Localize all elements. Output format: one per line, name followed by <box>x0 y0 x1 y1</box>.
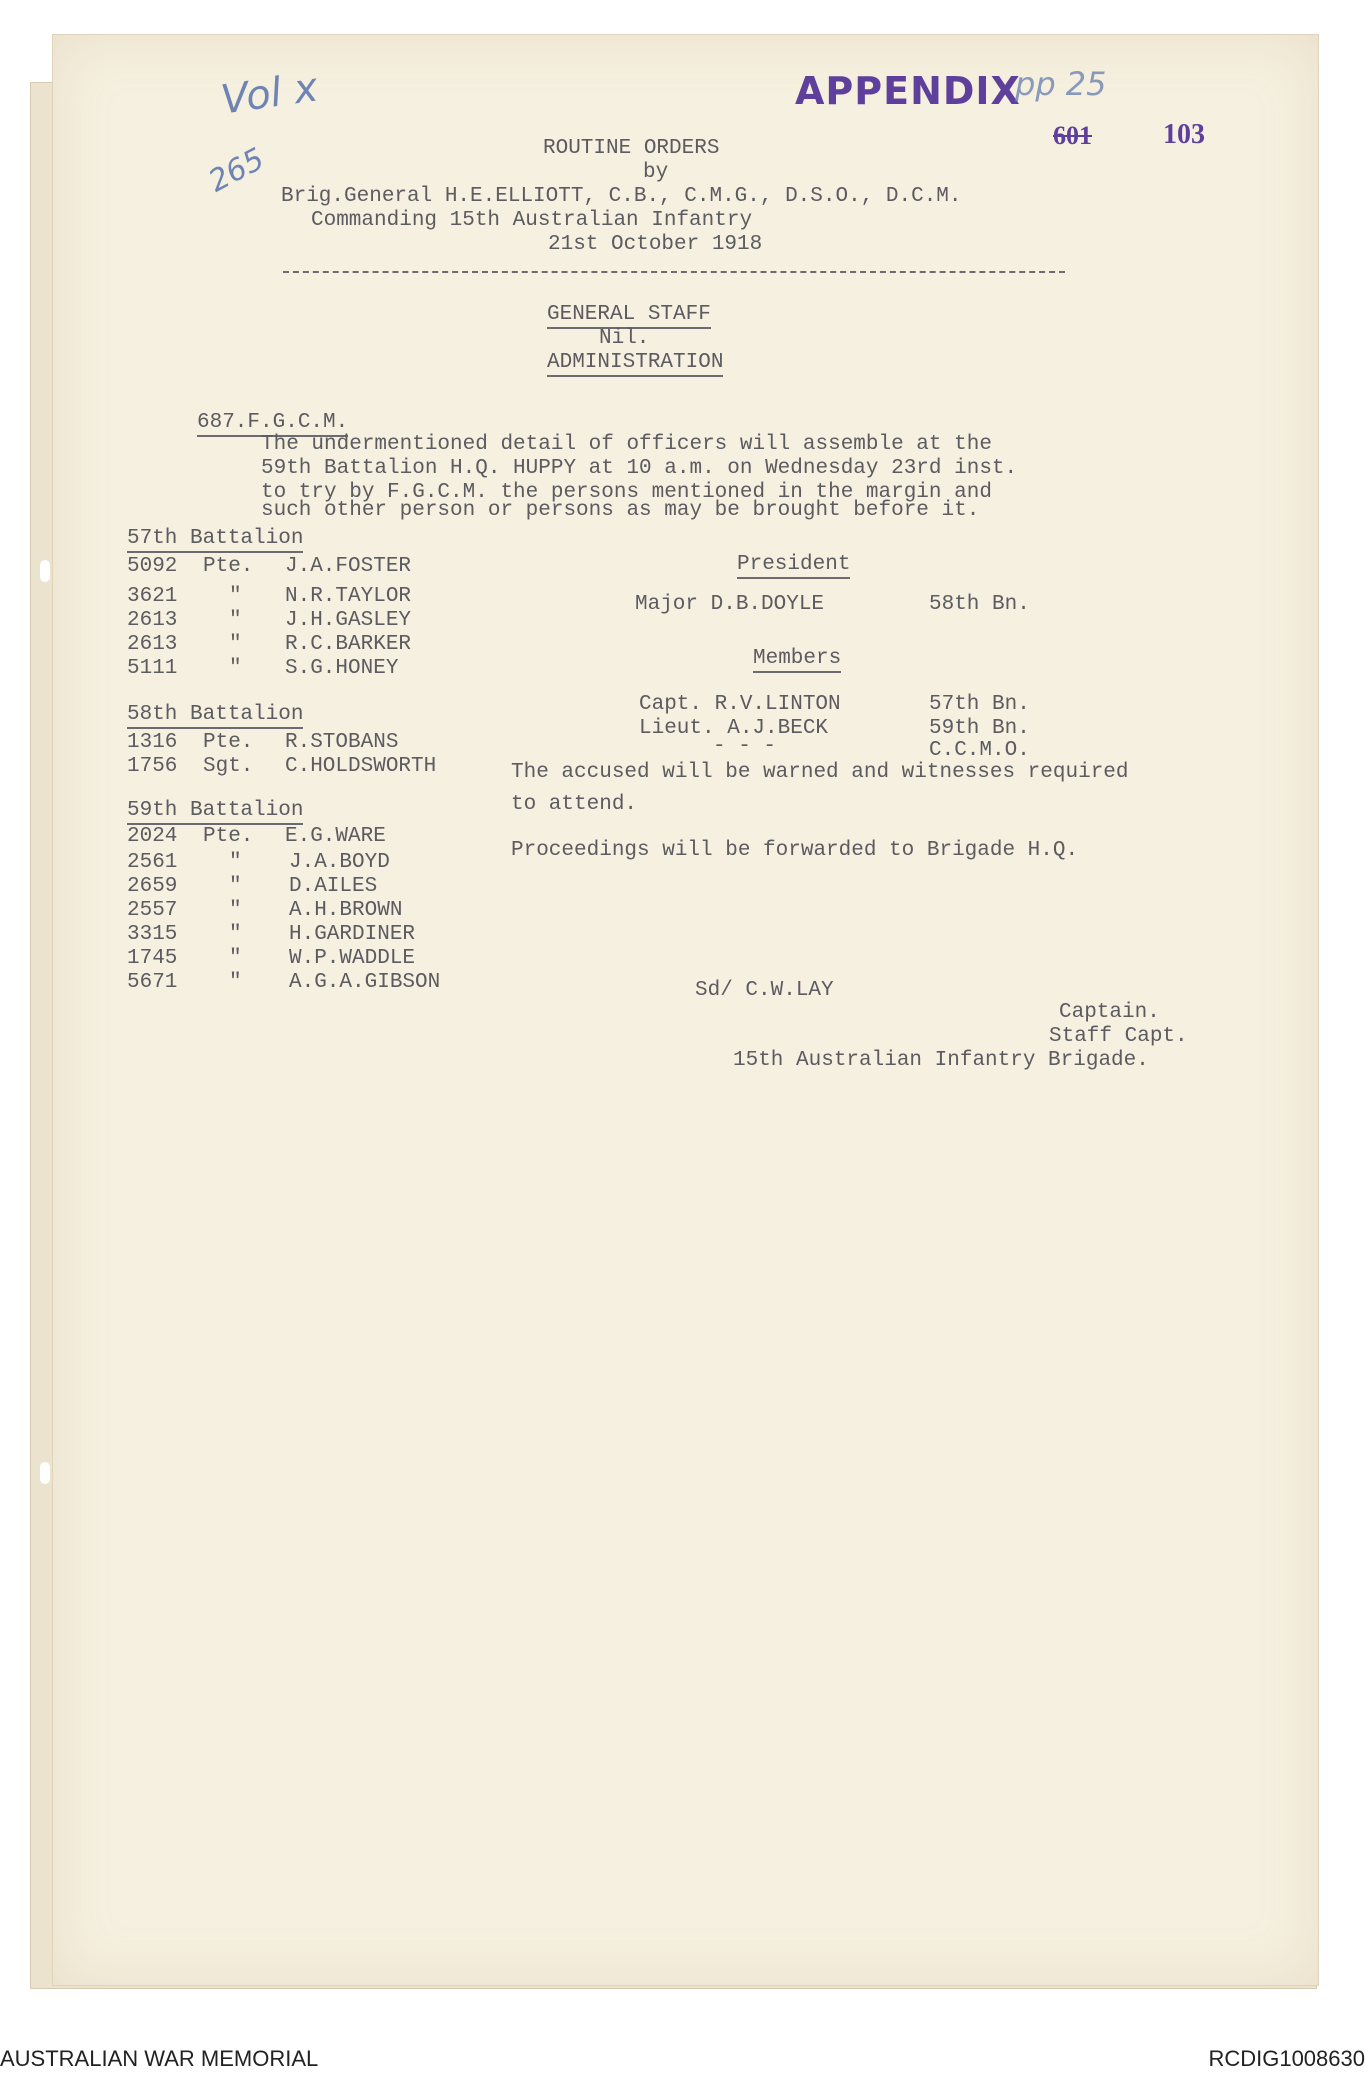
accused-name: N.R.TAYLOR <box>285 585 412 608</box>
accused-rank: Sgt. <box>203 755 254 778</box>
accused-number: 2659 <box>127 875 178 898</box>
accused-name: H.GARDINER <box>289 923 416 946</box>
accused-rank: Pte. <box>203 825 254 848</box>
order-line: such other person or persons as may be brought before it. <box>261 499 980 522</box>
ccmo-label: C.C.M.O. <box>929 739 1030 762</box>
general-staff-value: Nil. <box>599 327 650 350</box>
accused-name: J.A.BOYD <box>289 851 390 874</box>
accused-rank: " <box>229 971 242 994</box>
president-heading: President <box>737 553 850 579</box>
president-unit: 58th Bn. <box>929 593 1030 616</box>
archive-reference: RCDIG1008630 <box>1208 2046 1365 2071</box>
binding-hole <box>40 1462 50 1484</box>
accused-number: 5111 <box>127 657 178 680</box>
accused-rank: " <box>229 633 242 656</box>
members-heading: Members <box>753 647 841 673</box>
accused-rank: Pte. <box>203 555 254 578</box>
accused-rank: " <box>229 875 242 898</box>
accused-number: 5092 <box>127 555 178 578</box>
accused-number: 3621 <box>127 585 178 608</box>
signatory-rank: Captain. <box>1059 1001 1160 1024</box>
accused-number: 1316 <box>127 731 178 754</box>
page-number: 103 <box>1163 119 1205 150</box>
signed-by: Sd/ C.W.LAY <box>695 979 834 1002</box>
accused-number: 2613 <box>127 609 178 632</box>
accused-name: J.H.GASLEY <box>285 609 412 632</box>
accused-number: 2613 <box>127 633 178 656</box>
general-staff-heading: GENERAL STAFF <box>547 303 711 329</box>
accused-rank: " <box>229 657 242 680</box>
member-unit: 57th Bn. <box>929 693 1030 716</box>
accused-number: 2561 <box>127 851 178 874</box>
accused-name: A.G.A.GIBSON <box>289 971 441 994</box>
dash-separator: - - - <box>713 735 777 758</box>
battalion-heading: 58th Battalion <box>127 703 303 729</box>
signatory-unit: 15th Australian Infantry Brigade. <box>733 1049 1149 1072</box>
command-line: Commanding 15th Australian Infantry <box>311 209 753 232</box>
member-unit: 59th Bn. <box>929 717 1030 740</box>
order-line: to try by F.G.C.M. the persons mentioned in the margin and <box>261 481 992 504</box>
accused-number: 5671 <box>127 971 178 994</box>
crossed-page-number: 601 <box>1053 121 1092 150</box>
accused-rank: " <box>229 899 242 922</box>
accused-name: J.A.FOSTER <box>285 555 412 578</box>
accused-number: 1756 <box>127 755 178 778</box>
administration-heading: ADMINISTRATION <box>547 351 723 377</box>
accused-number: 2557 <box>127 899 178 922</box>
appendix-stamp: APPENDIX <box>795 69 1021 113</box>
document-title: ROUTINE ORDERS <box>543 137 720 160</box>
accused-rank: " <box>229 609 242 632</box>
accused-number: 3315 <box>127 923 178 946</box>
accused-number: 1745 <box>127 947 178 970</box>
accused-name: S.G.HONEY <box>285 657 399 680</box>
accused-name: E.G.WARE <box>285 825 386 848</box>
accused-rank: Pte. <box>203 731 254 754</box>
order-number: 687.F.G.C.M. <box>197 411 348 437</box>
accused-name: C.HOLDSWORTH <box>285 755 437 778</box>
order-line: 59th Battalion H.Q. HUPPY at 10 a.m. on Wednesday 23rd inst. <box>261 457 1018 480</box>
battalion-heading: 57th Battalion <box>127 527 303 553</box>
document-page <box>52 34 1319 1986</box>
handwritten-volume: Vol x <box>218 64 321 124</box>
binding-hole <box>40 560 50 582</box>
accused-name: W.P.WADDLE <box>289 947 416 970</box>
header-by: by <box>643 161 669 184</box>
battalion-heading: 59th Battalion <box>127 799 303 825</box>
accused-name: A.H.BROWN <box>289 899 403 922</box>
member-name: Lieut. A.J.BECK <box>639 717 829 740</box>
accused-rank: " <box>229 923 242 946</box>
order-line: The undermentioned detail of officers will assemble at the <box>261 433 992 456</box>
accused-name: R.STOBANS <box>285 731 399 754</box>
signatory-role: Staff Capt. <box>1049 1025 1188 1048</box>
handwritten-folio: 265 <box>203 141 271 200</box>
commander-line: Brig.General H.E.ELLIOTT, C.B., C.M.G., D.S.O., D.C.M. <box>281 185 962 208</box>
archive-credit: AUSTRALIAN WAR MEMORIAL <box>0 2046 319 2071</box>
header-divider <box>283 271 1065 273</box>
accused-name: D.AILES <box>289 875 378 898</box>
accused-rank: " <box>229 585 242 608</box>
accused-number: 2024 <box>127 825 178 848</box>
proceedings-instruction: Proceedings will be forwarded to Brigade H.Q. <box>511 839 1079 862</box>
accused-rank: " <box>229 947 242 970</box>
witness-instruction: The accused will be warned and witnesses required <box>511 761 1129 784</box>
document-date: 21st October 1918 <box>548 233 763 256</box>
handwritten-appendix-page: pp 25 <box>1015 65 1107 103</box>
accused-rank: " <box>229 851 242 874</box>
member-name: Capt. R.V.LINTON <box>639 693 841 716</box>
witness-instruction-cont: to attend. <box>511 793 638 816</box>
accused-name: R.C.BARKER <box>285 633 412 656</box>
president-name: Major D.B.DOYLE <box>635 593 825 616</box>
